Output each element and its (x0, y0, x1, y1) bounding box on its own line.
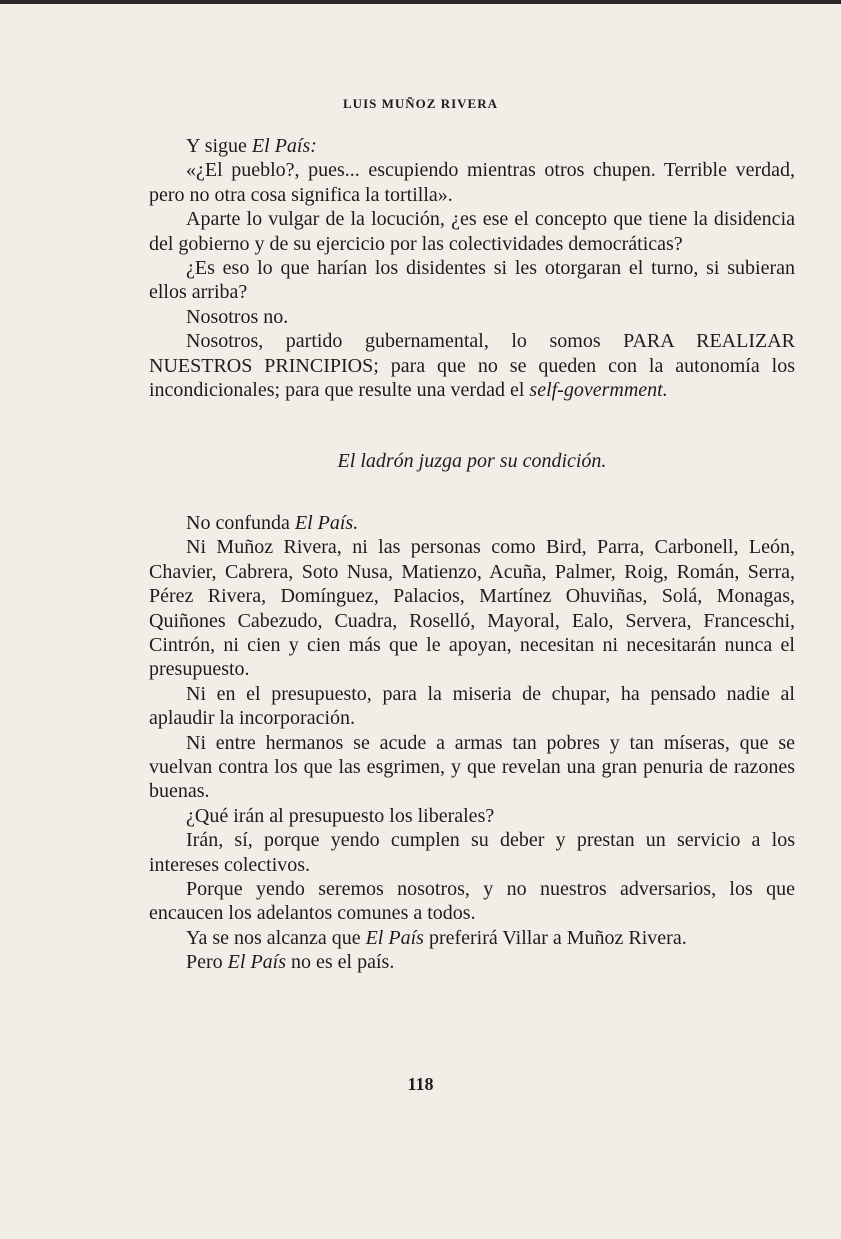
paragraph: Ni en el presupuesto, para la miseria de chupar, ha pensado nadie al aplaudir la incorporación. (149, 682, 795, 730)
paragraph: Ni entre hermanos se acude a armas tan pobres y tan míseras, que se vuelvan contra los que las esgrimen, y que revelan una gran penuria de razones buenas. (149, 731, 795, 803)
paragraph: Nosotros, partido gubernamental, lo somos PARA REALIZAR NUESTROS PRINCIPIOS; para que no se queden con la autonomía los incondicionales; para que resulte una verdad el self-govermment. (149, 330, 795, 402)
paragraph: Pero El País no es el país. (186, 951, 395, 974)
paragraph: Aparte lo vulgar de la locución, ¿es ese el concepto que tiene la disidencia del gobierno y de su ejercicio por las colectividades democráticas? (149, 208, 795, 255)
top-edge-rule (0, 0, 841, 4)
paragraph: Ni Muñoz Rivera, ni las personas como Bird, Parra, Carbonell, León, Chavier, Cabrera, Soto Nusa, Matienzo, Acuña, Palmer, Roig, Román, Serra, Pérez Rivera, Domínguez, Palacios, Martínez Ohuviñas, Solá, Monagas, Quiñones Cabezudo, Cuadra, Roselló, Mayoral, Ealo, Servera, Franceschi, Cintrón, ni cien y cien más que le apoyan, necesitan ni necesitarán nunca el presupuesto. (149, 536, 795, 681)
paragraph: Ya se nos alcanza que El País preferirá Villar a Muñoz Rivera. (186, 926, 687, 949)
running-head: LUIS MUÑOZ RIVERA (343, 96, 498, 111)
paragraph: Y sigue El País: (186, 135, 317, 157)
paragraph: Porque yendo seremos nosotros, y no nuestros adversarios, los que encaucen los adelantos comunes a todos. (149, 877, 795, 925)
paragraph: «¿El pueblo?, pues... escupiendo mientras otros chupen. Terrible verdad, pero no otra cosa significa la tortilla». (149, 159, 795, 206)
paragraph: No confunda El País. (186, 511, 359, 534)
paragraph: Nosotros no. (186, 305, 289, 328)
section-heading: El ladrón juzga por su condición. (337, 450, 607, 473)
paragraph: Irán, sí, porque yendo cumplen su deber y prestan un servicio a los intereses colectivos. (149, 829, 795, 876)
page-number: 118 (407, 1074, 434, 1094)
body-text (149, 134, 795, 975)
paragraph: ¿Qué irán al presupuesto los liberales? (186, 804, 495, 827)
paragraph: ¿Es eso lo que harían los disidentes si les otorgaran el turno, si subieran ellos arriba? (149, 257, 795, 304)
